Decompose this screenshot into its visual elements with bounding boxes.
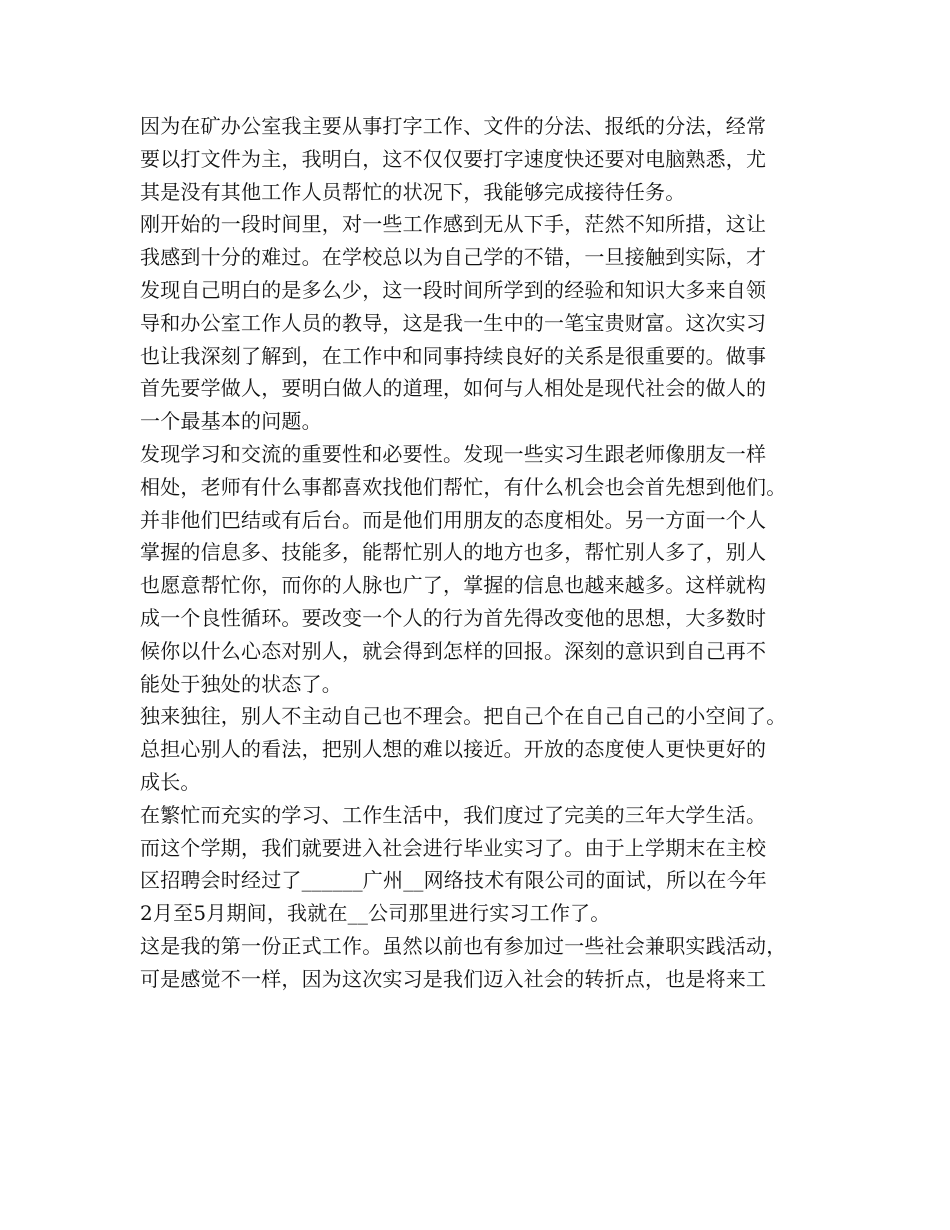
text-line: 发现学习和交流的重要性和必要性。发现一些实习生跟老师像朋友一样: [140, 441, 767, 466]
text-line: 要以打文件为主，我明白，这不仅仅要打字速度快还要对电脑熟悉，尤: [140, 146, 767, 171]
text-line: 也让我深刻了解到，在工作中和同事持续良好的关系是很重要的。做事: [140, 343, 767, 368]
text-line: 并非他们巴结或有后台。而是他们用朋友的态度相处。另一方面一个人: [140, 507, 767, 532]
text-line: 刚开始的一段时间里，对一些工作感到无从下手，茫然不知所措，这让: [140, 212, 767, 237]
text-line: 相处，老师有什么事都喜欢找他们帮忙，有什么机会也会首先想到他们。: [140, 474, 787, 499]
text-line: 我感到十分的难过。在学校总以为自己学的不错，一旦接触到实际，才: [140, 245, 767, 270]
text-line: 发现自己明白的是多么少，这一段时间所学到的经验和知识大多来自领: [140, 277, 767, 302]
text-line: 成一个良性循环。要改变一个人的行为首先得改变他的思想，大多数时: [140, 605, 767, 630]
text-line: 能处于独处的状态了。: [140, 671, 342, 696]
text-line: 掌握的信息多、技能多，能帮忙别人的地方也多，帮忙别人多了，别人: [140, 540, 767, 565]
text-line: 也愿意帮忙你，而你的人脉也广了，掌握的信息也越来越多。这样就构: [140, 573, 767, 598]
text-line: 成长。: [140, 769, 201, 794]
text-line: 导和办公室工作人员的教导，这是我一生中的一笔宝贵财富。这次实习: [140, 310, 767, 335]
text-line: 因为在矿办公室我主要从事打字工作、文件的分法、报纸的分法，经常: [140, 114, 767, 138]
text-line: 这是我的第一份正式工作。虽然以前也有参加过一些社会兼职实践活动，: [140, 933, 787, 958]
text-line: 总担心别人的看法，把别人想的难以接近。开放的态度使人更快更好的: [140, 737, 767, 762]
body-text: [140, 110, 820, 996]
text-line: 独来独往，别人不主动自己也不理会。把自己个在自己自己的小空间了。: [140, 704, 787, 729]
text-line: 在繁忙而充实的学习、工作生活中，我们度过了完美的三年大学生活。: [140, 802, 767, 827]
text-line: 首先要学做人，要明白做人的道理，如何与人相处是现代社会的做人的: [140, 376, 767, 401]
text-line: 2月至5月期间，我就在__公司那里进行实习工作了。: [140, 901, 611, 926]
text-line: 其是没有其他工作人员帮忙的状况下，我能够完成接待任务。: [140, 179, 686, 204]
text-line: 区招聘会时经过了______广州__网络技术有限公司的面试，所以在今年: [140, 868, 767, 893]
text-line: 一个最基本的问题。: [140, 409, 322, 434]
text-line: 候你以什么心态对别人，就会得到怎样的回报。深刻的意识到自己再不: [140, 638, 767, 663]
text-line: 而这个学期，我们就要进入社会进行毕业实习了。由于上学期末在主校: [140, 835, 767, 860]
text-line: 可是感觉不一样，因为这次实习是我们迈入社会的转折点，也是将来工: [140, 966, 767, 991]
